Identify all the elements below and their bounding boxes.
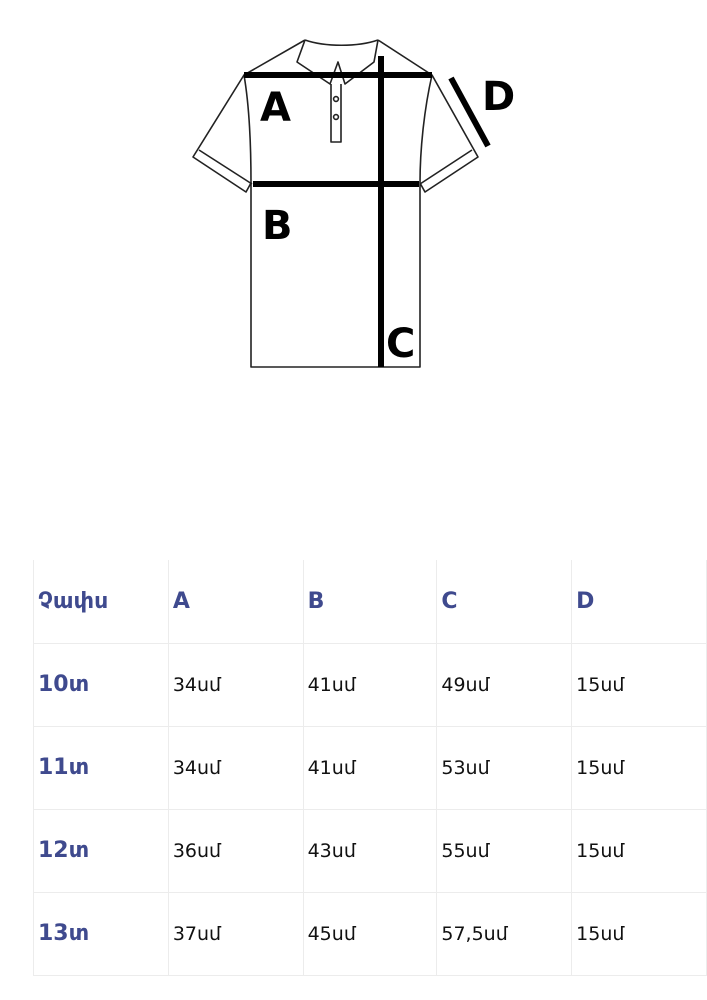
label-c: C [386,321,416,367]
cell-d: 15սմ [572,726,707,809]
table-row [34,726,707,809]
cell-c: 55սմ [437,809,572,892]
row-size: 13տ [34,892,169,975]
polo-shirt-outline [193,40,478,367]
cell-c: 53սմ [437,726,572,809]
row-size: 11տ [34,726,169,809]
header-a: A [168,560,303,643]
header-c: C [437,560,572,643]
cell-c: 57,5սմ [437,892,572,975]
label-d: D [482,74,516,120]
row-size: 10տ [34,643,169,726]
cell-d: 15սմ [572,892,707,975]
table-row [34,809,707,892]
table-row [34,643,707,726]
cell-a: 36սմ [168,809,303,892]
cell-a: 37սմ [168,892,303,975]
table-header-row [34,560,707,643]
cell-b: 41սմ [303,726,437,809]
cell-c: 49սմ [437,643,572,726]
header-b: B [303,560,437,643]
size-table [33,560,707,976]
table-row [34,892,707,975]
cell-b: 43սմ [303,809,437,892]
cell-a: 34սմ [168,726,303,809]
header-size: Չափս [34,560,169,643]
cell-a: 34սմ [168,643,303,726]
cell-d: 15սմ [572,809,707,892]
cell-b: 45սմ [303,892,437,975]
header-d: D [572,560,707,643]
cell-b: 41սմ [303,643,437,726]
label-b: B [262,203,293,249]
row-size: 12տ [34,809,169,892]
label-a: A [260,85,291,131]
shirt-measurement-diagram [0,0,707,420]
cell-d: 15սմ [572,643,707,726]
